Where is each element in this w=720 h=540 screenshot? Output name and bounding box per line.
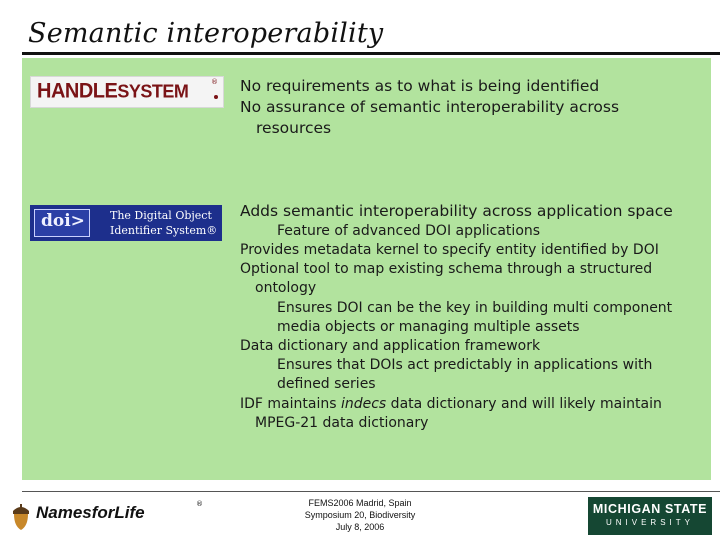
doi-line-9: defined series [277,376,376,392]
doi-mark-box [34,209,90,237]
namesforlife-trademark: ® [196,500,203,508]
doi-line-1: Feature of advanced DOI applications [277,223,541,239]
doi-logo [30,205,222,241]
doi-line-3: Optional tool to map existing schema through a structured [240,261,653,277]
footer-conference-info [280,497,440,533]
michigan-state-logo [588,497,712,535]
acorn-icon [11,502,31,532]
doi-heading: Adds semantic interoperability across application space [240,202,673,220]
doi-caption-line1: The Digital Object [110,209,212,222]
footer-line-2: Symposium 20, Biodiversity [304,510,416,520]
handle-line-1: No requirements as to what is being identified [240,77,600,95]
handle-logo-trademark: ® [211,78,218,86]
idf-line-1 [240,395,662,414]
doi-line-5: Ensures DOI can be the key in building multi component [277,300,673,316]
handle-logo-main: HANDLE [37,79,118,103]
doi-caption-line2: Identifier System® [110,224,218,237]
handle-line-2: No assurance of semantic interoperability across [240,98,620,116]
slide-title: Semantic interoperability [28,18,384,49]
doi-line-6: media objects or managing multiple assets [277,319,580,335]
msu-line-1: MICHIGAN STATE [592,502,708,516]
doi-line-8: Ensures that DOIs act predictably in applications with [277,357,653,373]
handle-logo-system: SYSTEM [117,80,189,102]
idf-italic: indecs [340,396,387,412]
footer-line-1: FEMS2006 Madrid, Spain [308,498,412,508]
namesforlife-wordmark: NamesforLife [36,503,145,522]
doi-caption [110,208,217,238]
msu-line-2: UNIVERSITY [605,518,694,527]
doi-mark: doi> [41,211,85,231]
namesforlife-logo [6,500,206,536]
idf-line-2: MPEG-21 data dictionary [255,415,429,431]
doi-line-2: Provides metadata kernel to specify entity identified by DOI [240,242,659,258]
idf-prefix: IDF maintains [240,396,341,412]
handle-line-3: resources [256,119,332,137]
footer-rule [22,491,720,492]
doi-line-4: ontology [255,280,317,296]
footer-line-3: July 8, 2006 [335,522,385,532]
handle-system-logo [30,76,224,108]
doi-line-7: Data dictionary and application framework [240,338,541,354]
idf-suffix: data dictionary and will likely maintain [386,396,662,412]
handle-logo-dot [214,95,218,99]
title-underline [22,52,720,55]
